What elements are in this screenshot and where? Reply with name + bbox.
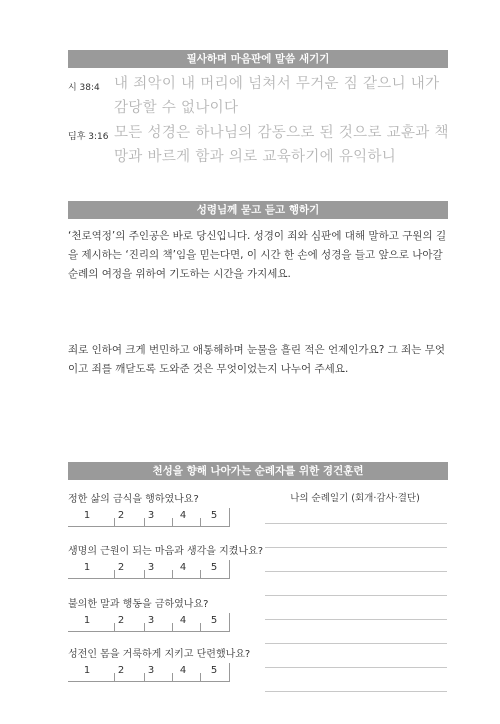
devotion-question: 정한 삶의 금식을 행하였나요? bbox=[68, 494, 199, 505]
rating-2[interactable]: 2 bbox=[117, 665, 125, 676]
rating-4[interactable]: 4 bbox=[179, 615, 187, 626]
journal-line[interactable] bbox=[265, 691, 447, 692]
rating-scale[interactable] bbox=[68, 663, 230, 682]
section-bar-holy-spirit bbox=[68, 201, 448, 219]
rating-4[interactable]: 4 bbox=[179, 665, 187, 676]
discussion-question: 죄로 인하여 크게 번민하고 애통해하며 눈물을 흘린 적은 언제인가요? 그 죄는 무엇이고 죄를 깨닫도록 도와준 것은 무엇이었는지 나누어 주세요. bbox=[68, 344, 446, 375]
journal-title: 나의 순례일기 (회개·감사·결단) bbox=[290, 493, 420, 504]
journal-line[interactable] bbox=[265, 667, 447, 668]
journal-line[interactable] bbox=[265, 619, 447, 620]
rating-scale[interactable] bbox=[68, 613, 230, 632]
rating-3[interactable]: 3 bbox=[147, 562, 155, 573]
rating-2[interactable]: 2 bbox=[117, 615, 125, 626]
devotion-question: 불의한 말과 행동을 금하였나요? bbox=[68, 599, 209, 610]
section-title: 필사하며 마음판에 말씀 새기기 bbox=[186, 53, 330, 65]
rating-3[interactable]: 3 bbox=[147, 665, 155, 676]
journal-line[interactable] bbox=[265, 595, 447, 596]
rating-1[interactable]: 1 bbox=[83, 510, 91, 521]
section-bar-transcription bbox=[68, 50, 448, 68]
rating-5[interactable]: 5 bbox=[210, 562, 218, 573]
journal-line[interactable] bbox=[265, 643, 447, 644]
devotion-question: 성전인 몸을 거룩하게 지키고 단련했나요? bbox=[68, 649, 251, 660]
verse-ref: 시 38:4 bbox=[68, 83, 100, 93]
journal-line[interactable] bbox=[265, 523, 447, 524]
rating-3[interactable]: 3 bbox=[147, 510, 155, 521]
rating-2[interactable]: 2 bbox=[117, 510, 125, 521]
rating-scale[interactable] bbox=[68, 560, 230, 579]
rating-5[interactable]: 5 bbox=[210, 665, 218, 676]
devotion-question: 생명의 근원이 되는 마음과 생각을 지켰나요? bbox=[68, 546, 264, 557]
rating-5[interactable]: 5 bbox=[210, 615, 218, 626]
section-title: 성령님께 묻고 듣고 행하기 bbox=[196, 204, 320, 216]
verse-text: 모든 성경은 하나님의 감동으로 된 것으로 교훈과 책망과 바르게 함과 의로 교육하기에 유익하니 bbox=[114, 125, 449, 165]
intro-paragraph: ‘천로역정’의 주인공은 바로 당신입니다. 성경이 죄와 심판에 대해 말하고 구원의 길을 제시하는 ‘진리의 책’임을 믿는다면, 이 시간 한 손에 성경을 들고 앞으로 나아갈 순례의 여정을 위하여 기도하는 시간을 가지세요. bbox=[68, 230, 447, 280]
verse-text: 내 죄악이 내 머리에 넘쳐서 무거운 짐 같으니 내가 감당할 수 없나이다 bbox=[114, 76, 440, 116]
verse-ref: 딤후 3:16 bbox=[68, 132, 109, 142]
journal-line[interactable] bbox=[265, 547, 447, 548]
section-bar-devotion bbox=[68, 462, 448, 480]
rating-1[interactable]: 1 bbox=[83, 562, 91, 573]
rating-5[interactable]: 5 bbox=[210, 510, 218, 521]
section-title: 천성을 향해 나아가는 순례자를 위한 경건훈련 bbox=[152, 465, 364, 477]
rating-4[interactable]: 4 bbox=[179, 510, 187, 521]
rating-1[interactable]: 1 bbox=[83, 615, 91, 626]
rating-3[interactable]: 3 bbox=[147, 615, 155, 626]
rating-4[interactable]: 4 bbox=[179, 562, 187, 573]
rating-1[interactable]: 1 bbox=[83, 665, 91, 676]
rating-scale[interactable] bbox=[68, 508, 230, 527]
journal-line[interactable] bbox=[265, 571, 447, 572]
rating-2[interactable]: 2 bbox=[117, 562, 125, 573]
